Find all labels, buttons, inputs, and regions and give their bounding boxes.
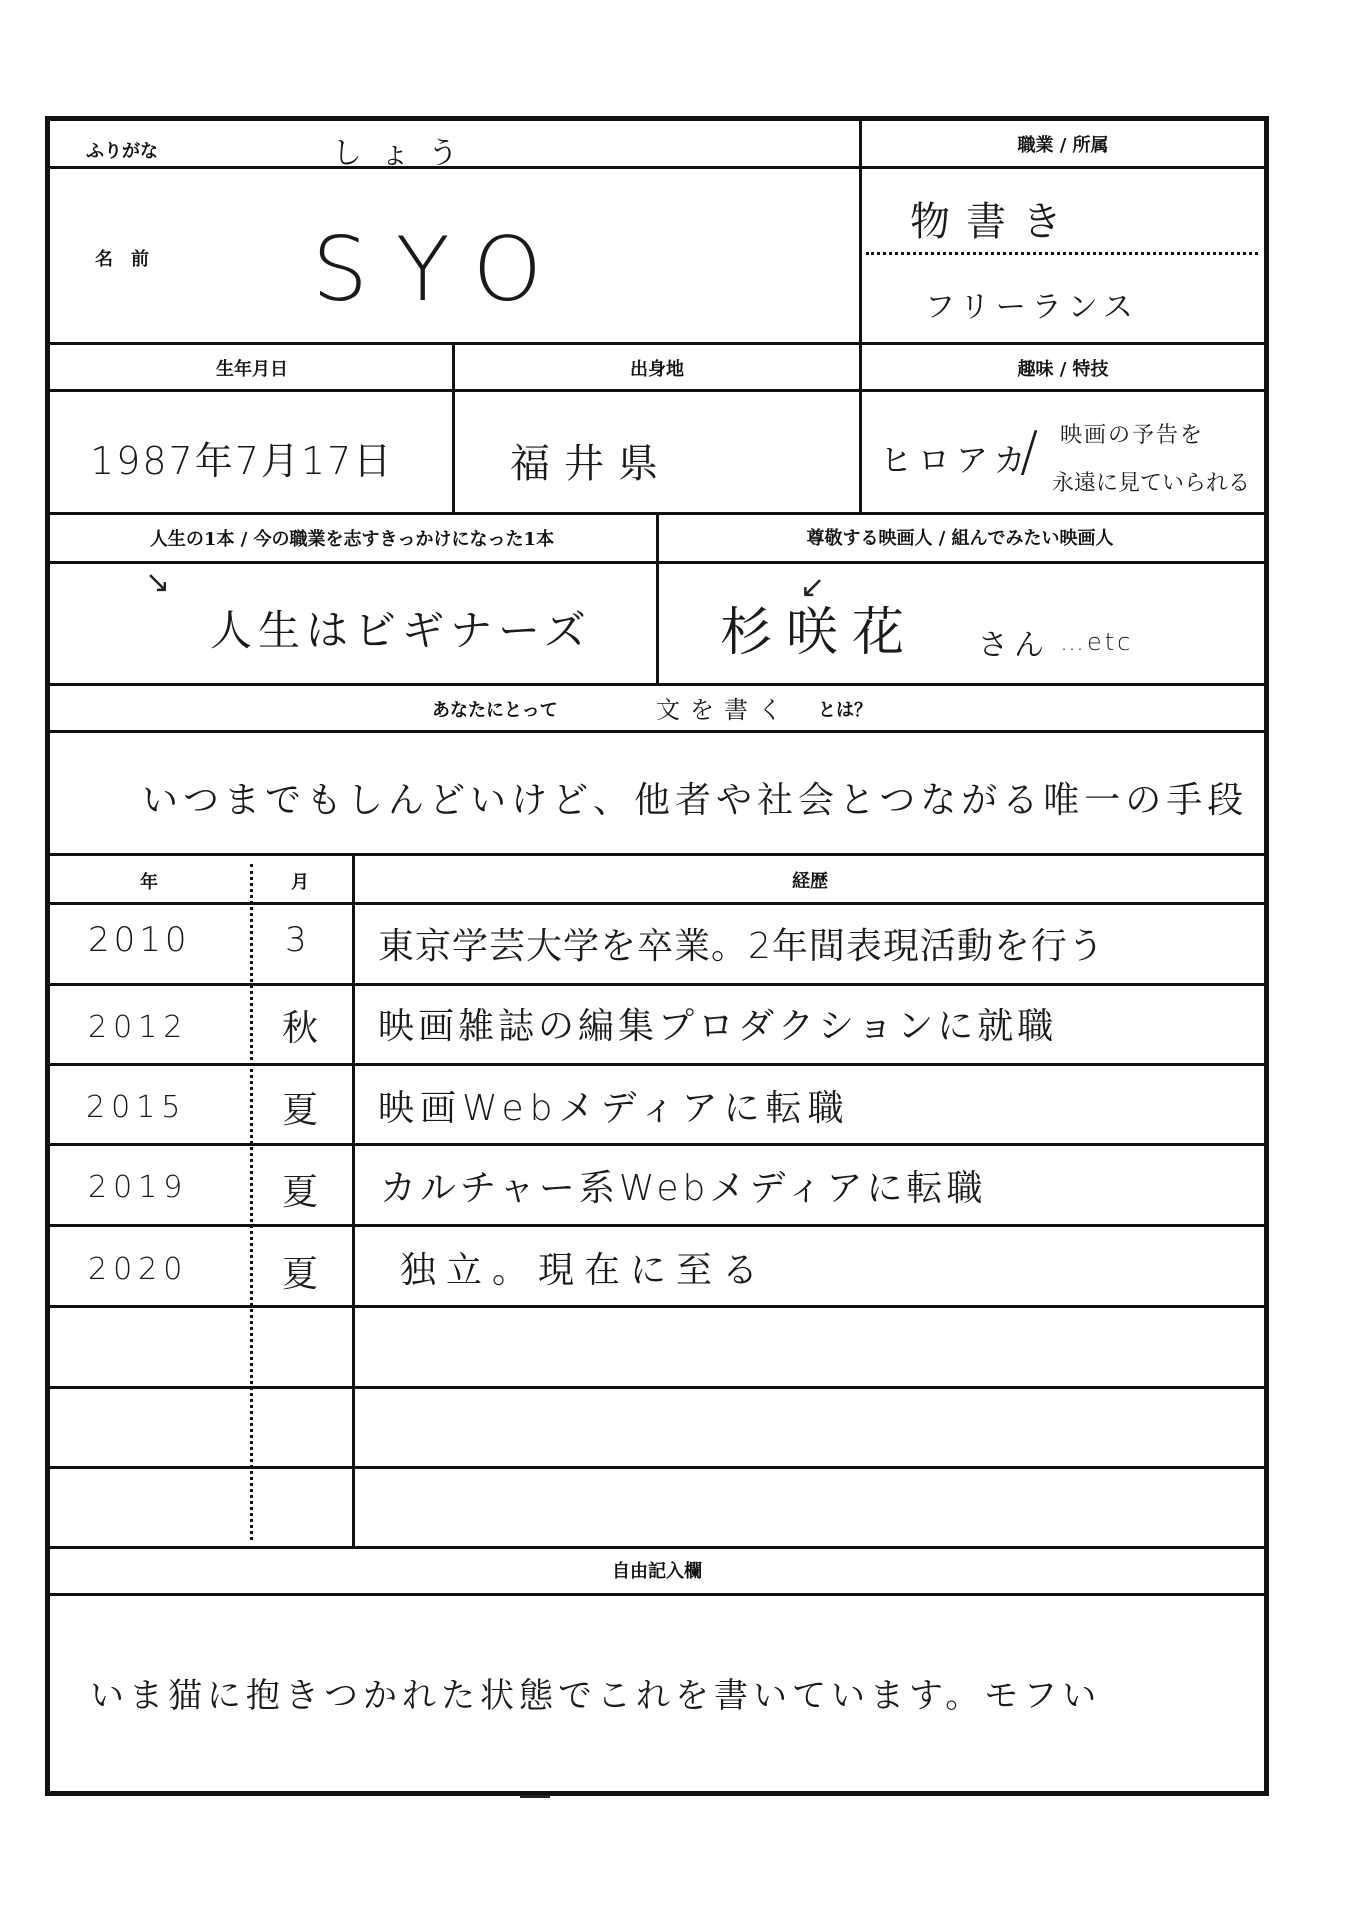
career-year-header: 年 [140, 872, 158, 893]
career-month[interactable]: 夏 [282, 1254, 325, 1295]
rule [859, 342, 862, 512]
respected-field[interactable]: 杉咲花 [720, 603, 919, 663]
name-field[interactable]: SYO [312, 218, 571, 321]
rule [50, 342, 1264, 345]
career-year[interactable]: 2020 [88, 1252, 189, 1287]
career-year[interactable]: 2012 [88, 1010, 189, 1045]
rule [50, 1546, 1264, 1549]
furigana-field[interactable]: しょう [332, 136, 476, 171]
career-year[interactable]: 2010 [88, 920, 191, 960]
hobby-field-left[interactable]: ヒロアカ [880, 441, 1032, 479]
scan-artifact [520, 1795, 550, 1798]
career-month[interactable]: 夏 [282, 1090, 325, 1131]
arrow-icon: ↙ [800, 570, 826, 605]
career-month[interactable]: 3 [285, 920, 313, 960]
birthdate-label: 生年月日 [216, 359, 288, 380]
rule [50, 1063, 1264, 1066]
rule [50, 683, 1264, 686]
hobby-field-right-line2[interactable]: 永遠に見ていられる [1052, 471, 1251, 496]
rule [50, 1224, 1264, 1227]
career-text[interactable]: カルチャー系Webメディアに転職 [380, 1168, 987, 1209]
question-suffix: とは？ [818, 700, 872, 721]
rule [50, 902, 1264, 905]
rule [50, 389, 1264, 392]
rule [50, 1593, 1264, 1596]
career-history-header: 経歴 [792, 871, 828, 892]
career-year[interactable]: 2015 [86, 1090, 187, 1125]
table-row-empty[interactable] [50, 1308, 1262, 1385]
respected-etc: …etc [1060, 628, 1134, 656]
question-answer[interactable]: いつまでもしんどいけど、他者や社会とつながる唯一の手段 [142, 780, 1249, 821]
name-label: 名 前 [95, 249, 149, 270]
question-topic[interactable]: 文を書く [656, 696, 792, 724]
rule [50, 730, 1264, 733]
rule [50, 853, 1264, 856]
arrow-icon: ↘ [145, 565, 171, 600]
hobby-label: 趣味 / 特技 [1017, 359, 1109, 380]
furigana-label: ふりがな [86, 141, 158, 162]
career-year[interactable]: 2019 [88, 1170, 189, 1205]
rule [656, 512, 659, 683]
birthplace-field[interactable]: 福井県 [510, 441, 672, 487]
free-note-field[interactable]: いま猫に抱きつかれた状態でこれを書いています。モフい [90, 1676, 1102, 1716]
rule [50, 1143, 1264, 1146]
career-text[interactable]: 東京学芸大学を卒業。2年間表現活動を行う [378, 926, 1105, 967]
hobby-separator: / [1020, 420, 1045, 483]
hobby-field-right-line1[interactable]: 映画の予告を [1060, 423, 1205, 448]
rule [452, 342, 455, 512]
free-note-label: 自由記入欄 [612, 1561, 702, 1582]
career-month[interactable]: 秋 [282, 1008, 325, 1049]
career-text[interactable]: 映画Webメディアに転職 [378, 1088, 850, 1129]
career-text[interactable]: 映画雑誌の編集プロダクションに就職 [378, 1006, 1058, 1047]
career-month-header: 月 [291, 872, 309, 893]
question-prefix: あなたにとって [432, 700, 558, 721]
career-month[interactable]: 夏 [282, 1172, 325, 1213]
rule [50, 166, 1264, 169]
rule [50, 983, 1264, 986]
life-film-field[interactable]: 人生はビギナーズ [210, 606, 592, 655]
respected-label: 尊敬する映画人 / 組んでみたい映画人 [806, 528, 1114, 549]
birthdate-field[interactable]: 1987年7月17日 [90, 439, 394, 483]
table-row-empty[interactable] [50, 1389, 1262, 1465]
career-text[interactable]: 独立。現在に至る [400, 1250, 769, 1291]
table-row-empty[interactable] [50, 1469, 1262, 1545]
occupation-field-line1[interactable]: 物書き [910, 199, 1078, 245]
respected-suffix: さん [978, 628, 1050, 663]
life-film-label: 人生の1本 / 今の職業を志すきっかけになった1本 [149, 529, 555, 550]
occupation-divider [866, 252, 1258, 255]
occupation-label: 職業 / 所属 [1017, 135, 1109, 156]
birthplace-label: 出身地 [630, 359, 684, 380]
occupation-field-line2[interactable]: フリーランス [925, 290, 1139, 325]
